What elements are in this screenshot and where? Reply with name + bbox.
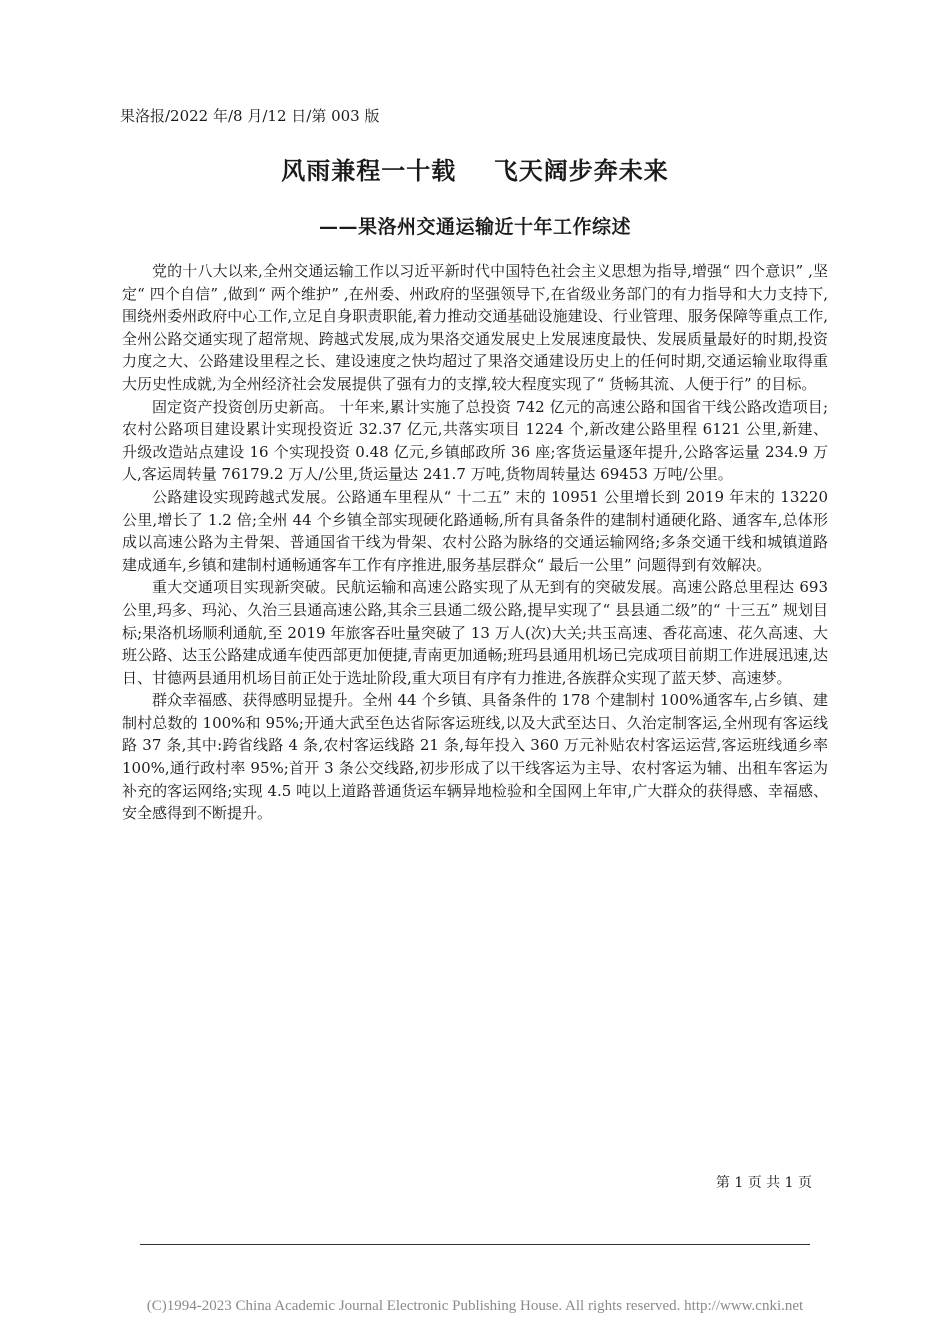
paragraph: 固定资产投资创历史新高。 十年来,累计实施了总投资 742 亿元的高速公路和国省干线公路改造项目;农村公路项目建设累计实现投资近 32.37 亿元,共落实项目 1224 个,新改建公路里程 6121 公里,新建、 升级改造站点建设 16 个实现投资 0.48 亿元,乡镇邮政所 36 座;客货运量逐年提升,公路客运量 234.9 万人,客运周转量 76179.2 万人/公里,货运量达 241.7 万吨,货物周转量达 69453 万吨/公里。 — [122, 397, 828, 484]
paragraph: 公路建设实现跨越式发展。公路通车里程从“ 十二五” 末的 10951 公里增长到 2019 年末的 13220 公里,增长了 1.2 倍;全州 44 个乡镇全部实现硬化路通畅,所有具备条件的建制村通硬化路、通客车,总体形成以高速公路为主骨架、普通国省干线为骨架、农村公路为脉络的交通运输网络;多条交通干线和城镇道路建成通车,乡镇和建制村通畅通客车工作有序推进,服务基层群众“ 最后一公里” 问题得到有效解决。 — [122, 487, 828, 574]
footer-divider — [140, 1244, 810, 1245]
paragraph: 重大交通项目实现新突破。民航运输和高速公路实现了从无到有的突破发展。高速公路总里程达 693 公里,玛多、玛沁、久治三县通高速公路,其余三县通二级公路,提早实现了“ 县县通二级”的“ 十三五” 规划目标;果洛机场顺利通航,至 2019 年旅客吞吐量突破了 13 万人(次)大关;共玉高速、香花高速、花久高速、大班公路、达玉公路建成通车使西部更加便捷,青南更加通畅;班玛县通用机场已完成项目前期工作进展迅速,达日、甘德两县通用机场目前正处于选址阶段,重大项目有序有力推进,各族群众实现了蓝天梦、高速梦。 — [122, 578, 828, 687]
copyright-notice: (C)1994-2023 China Academic Journal Electronic Publishing House. All rights reserved. http://www.cnki.net — [146, 1298, 804, 1314]
article-subtitle: ——果洛州交通运输近十年工作综述 — [318, 216, 631, 238]
paragraph: 群众幸福感、获得感明显提升。全州 44 个乡镇、具备条件的 178 个建制村 100%通客车,占乡镇、建制村总数的 100%和 95%;开通大武至色达省际客运班线,以及大武至达日、久治定制客运,全州现有客运线路 37 条,其中:跨省线路 4 条,农村客运线路 21 条,每年投入 360 万元补贴农村客运运营,客运班线通乡率 100%,通行政村率 95%;首开 3 条公交线路,初步形成了以干线客运为主导、农村客运为辅、出租车客运为补充的客运网络;实现 4.5 吨以上道路普通货运车辆异地检验和全国网上年审,广大群众的获得感、幸福感、安全感得到不断提升。 — [122, 691, 828, 823]
paragraph: 党的十八大以来,全州交通运输工作以习近平新时代中国特色社会主义思想为指导,增强“ 四个意识” ,坚定“ 四个自信” ,做到“ 两个维护” ,在州委、州政府的坚强领导下,在省级业务部门的有力指导和大力支持下,围绕州委州政府中心工作,立足自身职责职能,着力推动交通基础设施建设、行业管理、服务保障等重点工作,全州公路交通实现了超常规、跨越式发展,成为果洛交通发展史上发展速度最快、发展质量最好的时期,投资力度之大、公路建设里程之长、建设速度之快均超过了果洛交通建设历史上的任何时期,交通运输业取得重大历史性成就,为全州经济社会发展提供了强有力的支撑,较大程度实现了“ 货畅其流、人便于行” 的目标。 — [122, 262, 828, 393]
page-number: 第 1 页 共 1 页 — [715, 1175, 812, 1191]
article-title: 风雨兼程一十载 飞天阔步奔未来 — [281, 156, 669, 185]
source-line: 果洛报/2022 年/8 月/12 日/第 003 版 — [120, 107, 380, 125]
article-body — [122, 260, 828, 825]
